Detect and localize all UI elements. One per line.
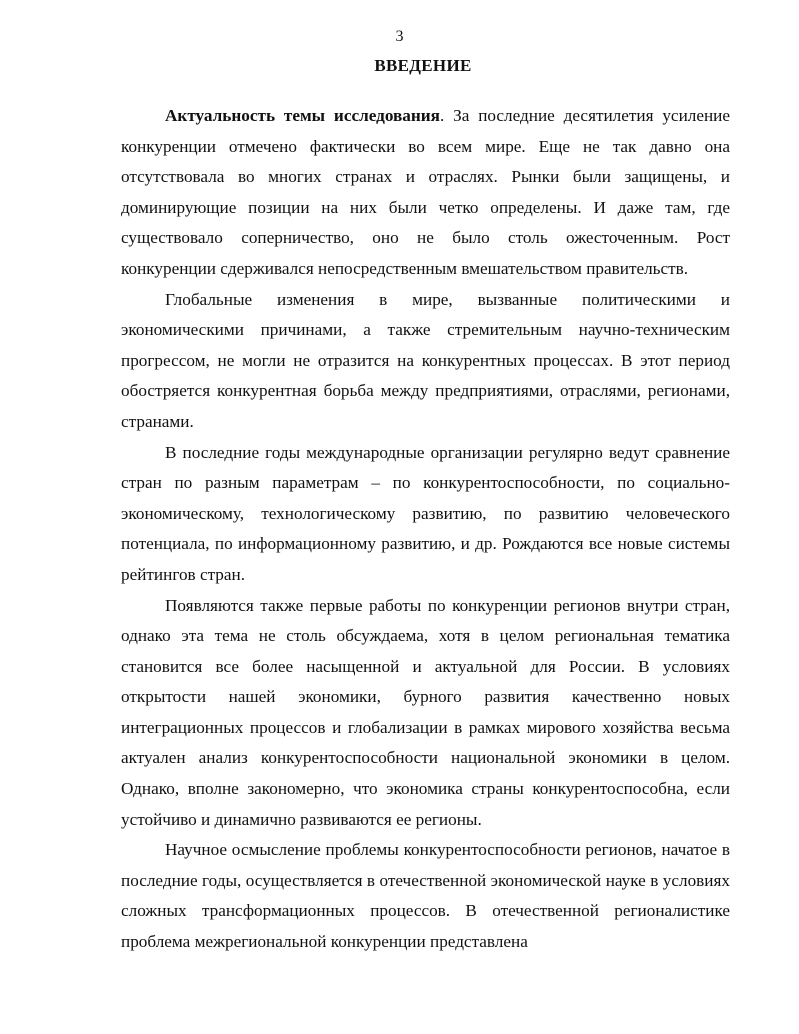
paragraph-international-organizations: В последние годы международные организации регулярно ведут сравнение стран по разным параметрам – по конкурентоспособности, по социально-экономическому, технологическому развитию, по развитию человеческого потенциала, по информационному развитию, и др. Рождаются все новые системы рейтингов стран. bbox=[121, 442, 730, 584]
paragraph-lead: Актуальность темы исследования bbox=[165, 106, 440, 125]
paragraph-global-changes: Глобальные изменения в мире, вызванные политическими и экономическими причинами, а также стремительным научно-техническим прогрессом, не могли не отразится на конкурентных процессах. В этот период обостряется конкурентная борьба между предприятиями, отраслями, регионами, странами. bbox=[121, 289, 730, 431]
paragraph-scientific-understanding: Научное осмысление проблемы конкурентоспособности регионов, начатое в последние годы, осуществляется в отечественной экономической науке в условиях сложных трансформационных процессов. В отечественной регионалистике проблема межрегиональной конкуренции представлена bbox=[121, 840, 730, 952]
body-text bbox=[121, 101, 730, 958]
page-number: 3 bbox=[395, 28, 404, 45]
paragraph-regional-competition: Появляются также первые работы по конкуренции регионов внутри стран, однако эта тема не столь обсуждаема, хотя в целом региональная тематика становится все более насыщенной и актуальной для России. В условиях открытости нашей экономики, бурного развития качественно новых интеграционных процессов и глобализации в рамках мирового хозяйства весьма актуален анализ конкурентоспособности национальной экономики в целом. Однако, вполне закономерно, что экономика страны конкурентоспособна, если устойчиво и динамично развиваются ее регионы. bbox=[121, 595, 730, 829]
paragraph-text: . За последние десятилетия усиление конкуренции отмечено фактически во всем мире. Еще не так давно она отсутствовала во многих странах и отраслях. Рынки были защищены, и доминирующие позиции на них были четко определены. И даже там, где существовало соперничество, оно не было столь ожесточенным. Рост конкуренции сдерживался непосредственным вмешательством правительств. bbox=[121, 106, 730, 278]
paragraph-relevance bbox=[121, 101, 730, 285]
section-title: ВВЕДЕНИЕ bbox=[374, 56, 472, 75]
